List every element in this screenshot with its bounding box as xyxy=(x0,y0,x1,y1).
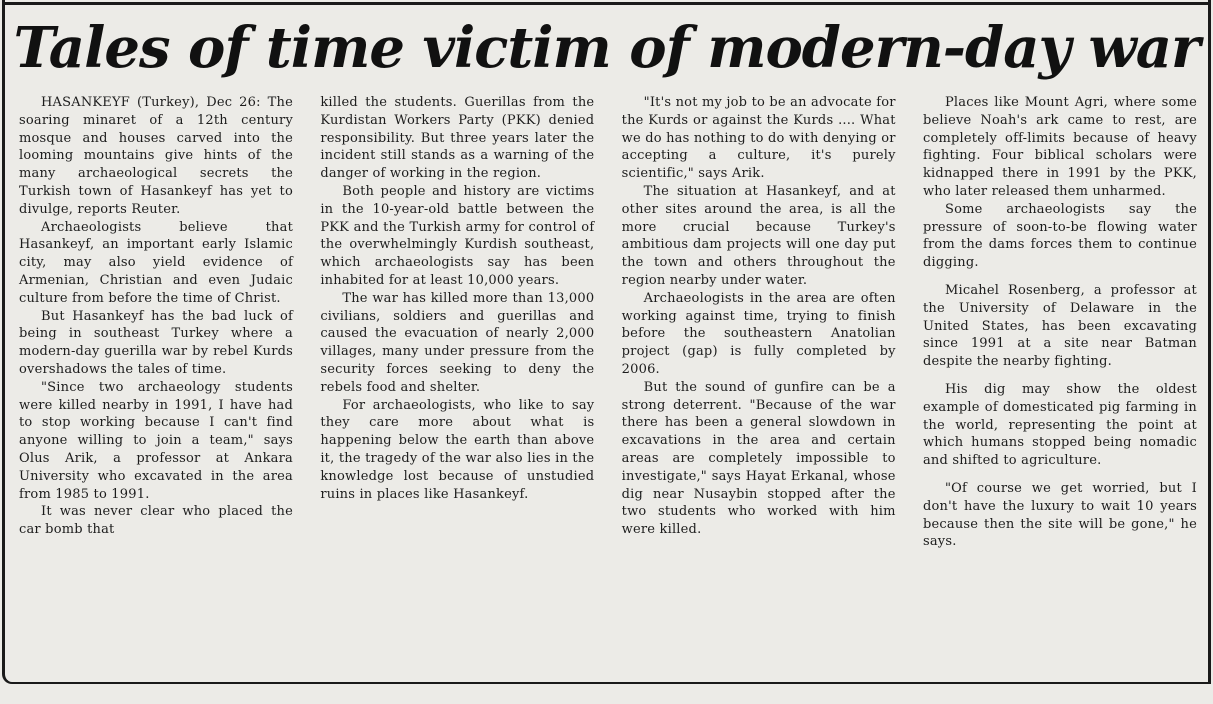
paragraph: For archaeologists, who like to say they care more about what is happening below the earth than above it, the tragedy of the war also lies in the knowledge lost because of unstudied ruins in places like Hasankeyf. xyxy=(320,397,595,502)
paragraph: Archaeologists in the area are often working against time, trying to finish before the southeastern Anatolian project (gap) is fully completed by 2006. xyxy=(621,290,896,377)
column-1 xyxy=(19,94,293,686)
column-2 xyxy=(320,94,594,686)
paragraph: "Of course we get worried, but I don't have the luxury to wait 10 years because then the site will be gone," he says. xyxy=(922,480,1197,550)
paragraph: "Since two archaeology students were killed nearby in 1991, I have had to stop working because I can't find anyone willing to join a team," says Olus Arik, a professor at Ankara University who excavated in the area from 1985 to 1991. xyxy=(19,379,293,502)
paragraph: HASANKEYF (Turkey), Dec 26: The soaring minaret of a 12th century mosque and houses carved into the looming mountains give hints of the many archaeological secrets the Turkish town of Hasankeyf has yet to divulge, reports Reuter. xyxy=(19,95,293,217)
article-body xyxy=(19,94,1197,686)
column-4 xyxy=(923,94,1197,686)
paragraph: Both people and history are victims in the 10-year-old battle between the PKK and the Turkish army for control of the overwhelmingly Kurdish southeast, which archaeologists say has been inhabited for at least 10,000 years. xyxy=(320,183,595,288)
column-3 xyxy=(622,94,896,686)
paragraph: killed the students. Guerillas from the Kurdistan Workers Party (PKK) denied responsibility. But three years later the incident still stands as a warning of the danger of working in the region. xyxy=(320,95,595,182)
paragraph: The situation at Hasankeyf, and at other sites around the area, is all the more crucial because Turkey's ambitious dam projects will one day put the town and others throughout the region nearby under water. xyxy=(621,183,896,288)
paragraph: Places like Mount Agri, where some believe Noah's ark came to rest, are completely off-limits because of heavy fighting. Four biblical scholars were kidnapped there in 1991 by the PKK, who later released them unharmed. xyxy=(922,95,1197,199)
headline: Tales of time victim of modern-day war xyxy=(13,15,1200,81)
paragraph: But the sound of gunfire can be a strong deterrent. "Because of the war there has been a general slowdown in excavations in the area and certain areas are completely impossible to investigate," says Hayat Erkanal, whose dig near Nusaybin stopped after the two students who worked with him were killed. xyxy=(621,379,896,538)
paragraph: It was never clear who placed the car bomb that xyxy=(19,504,293,538)
paragraph: "It's not my job to be an advocate for the Kurds or against the Kurds .... What we do has nothing to do with denying or accepting a culture, it's purely scientific," says Arik. xyxy=(621,95,896,182)
paragraph: Some archaeologists say the pressure of soon-to-be flowing water from the dams forces them to continue digging. xyxy=(922,201,1197,271)
paragraph: Micahel Rosenberg, a professor at the University of Delaware in the United States, has been excavating since 1991 at a site near Batman despite the nearby fighting. xyxy=(922,282,1197,370)
paragraph: But Hasankeyf has the bad luck of being in southeast Turkey where a modern-day guerilla war by rebel Kurds overshadows the tales of time. xyxy=(19,308,293,377)
paragraph: The war has killed more than 13,000 civilians, soldiers and guerillas and caused the evacuation of nearly 2,000 villages, many under pressure from the security forces seeking to deny the rebels food and shelter. xyxy=(320,290,595,395)
paragraph: His dig may show the oldest example of domesticated pig farming in the world, representing the point at which humans stopped being nomadic and shifted to agriculture. xyxy=(922,381,1197,469)
paragraph: Archaeologists believe that Hasankeyf, an important early Islamic city, may also yield evidence of Armenian, Christian and even Judaic culture from before the time of Christ. xyxy=(19,219,293,306)
